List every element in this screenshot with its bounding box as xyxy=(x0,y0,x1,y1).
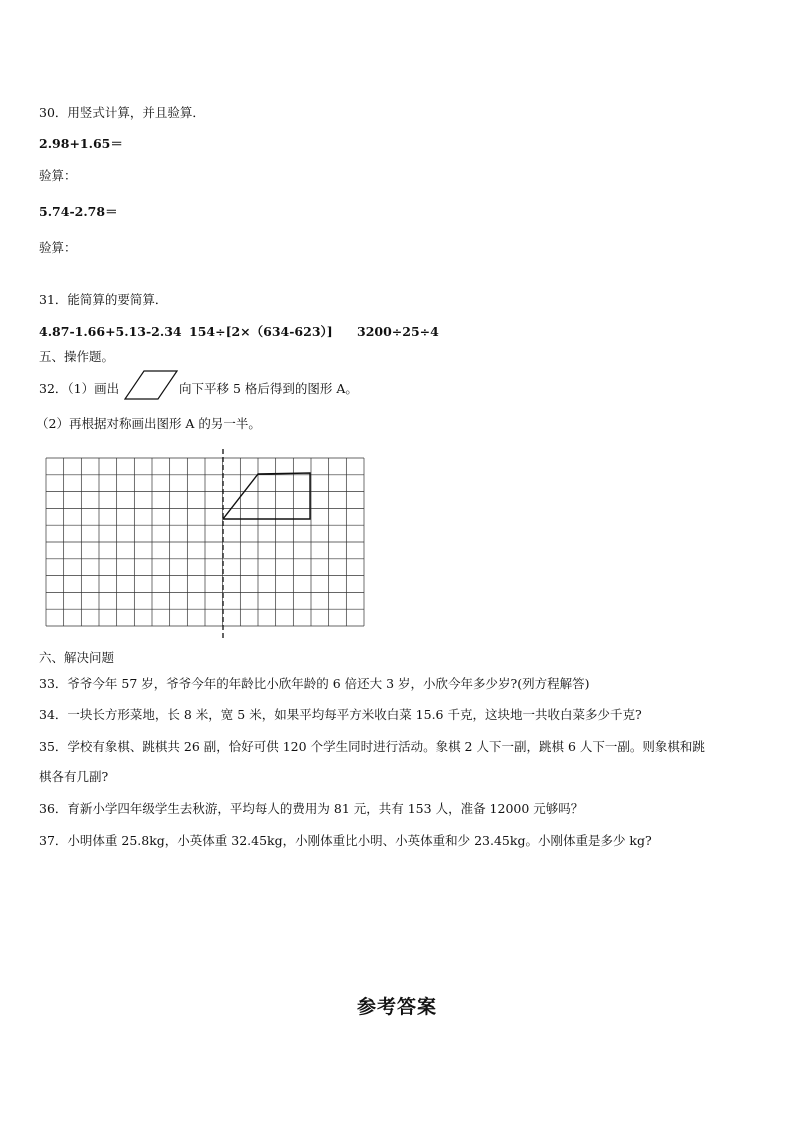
half-figure xyxy=(223,473,310,519)
q36-text: 36．育新小学四年级学生去秋游，平均每人的费用为 81 元，共有 153 人，准备 12000 元够吗？ xyxy=(39,801,584,816)
q32-part1-prefix: 32．（1）画出 xyxy=(39,381,120,396)
grid-lines xyxy=(46,458,364,626)
q31-expression-1: 4.87-1.66+5.13-2.34 xyxy=(39,324,182,339)
section-5-heading: 五、操作题。 xyxy=(39,349,115,364)
q34-text: 34．一块长方形菜地，长 8 米，宽 5 米，如果平均每平方米收白菜 15.6 千克，这块地一共收白菜多少千克? xyxy=(39,707,642,722)
parallelogram-figure xyxy=(124,370,178,400)
q31-title: 31．能简算的要简算． xyxy=(39,292,168,307)
q35-text-line1: 35．学校有象棋、跳棋共 26 副，恰好可供 120 个学生同时进行活动。象棋 2 人下一副，跳棋 6 人下一副。则象棋和跳 xyxy=(39,739,705,754)
q32-part2: （2）再根据对称画出图形 A 的另一半。 xyxy=(36,416,261,431)
q35-text-line2: 棋各有几副? xyxy=(39,769,109,784)
q30-expression-1: 2.98+1.65＝ xyxy=(39,136,123,151)
answers-title: 参考答案 xyxy=(356,996,437,1018)
q31-expression-2: 154÷[2×（634-623）] xyxy=(189,324,333,339)
q33-text: 33．爷爷今年 57 岁，爷爷今年的年龄比小欣年龄的 6 倍还大 3 岁，小欣今年多少岁?(列方程解答) xyxy=(39,676,590,691)
q30-check-label-2: 验算： xyxy=(39,240,77,255)
section-6-heading: 六、解决问题 xyxy=(39,650,115,665)
q37-text: 37．小明体重 25.8kg，小英体重 32.45kg，小刚体重比小明、小英体重和少 23.45kg。小刚体重是多少 kg? xyxy=(39,833,652,848)
q30-expression-2: 5.74-2.78＝ xyxy=(39,204,118,219)
q31-expression-3: 3200÷25÷4 xyxy=(357,324,439,339)
q32-part1-suffix: 向下平移 5 格后得到的图形 A。 xyxy=(179,381,358,396)
q30-title: 30．用竖式计算，并且验算． xyxy=(39,105,205,120)
q30-check-label-1: 验算： xyxy=(39,168,77,183)
